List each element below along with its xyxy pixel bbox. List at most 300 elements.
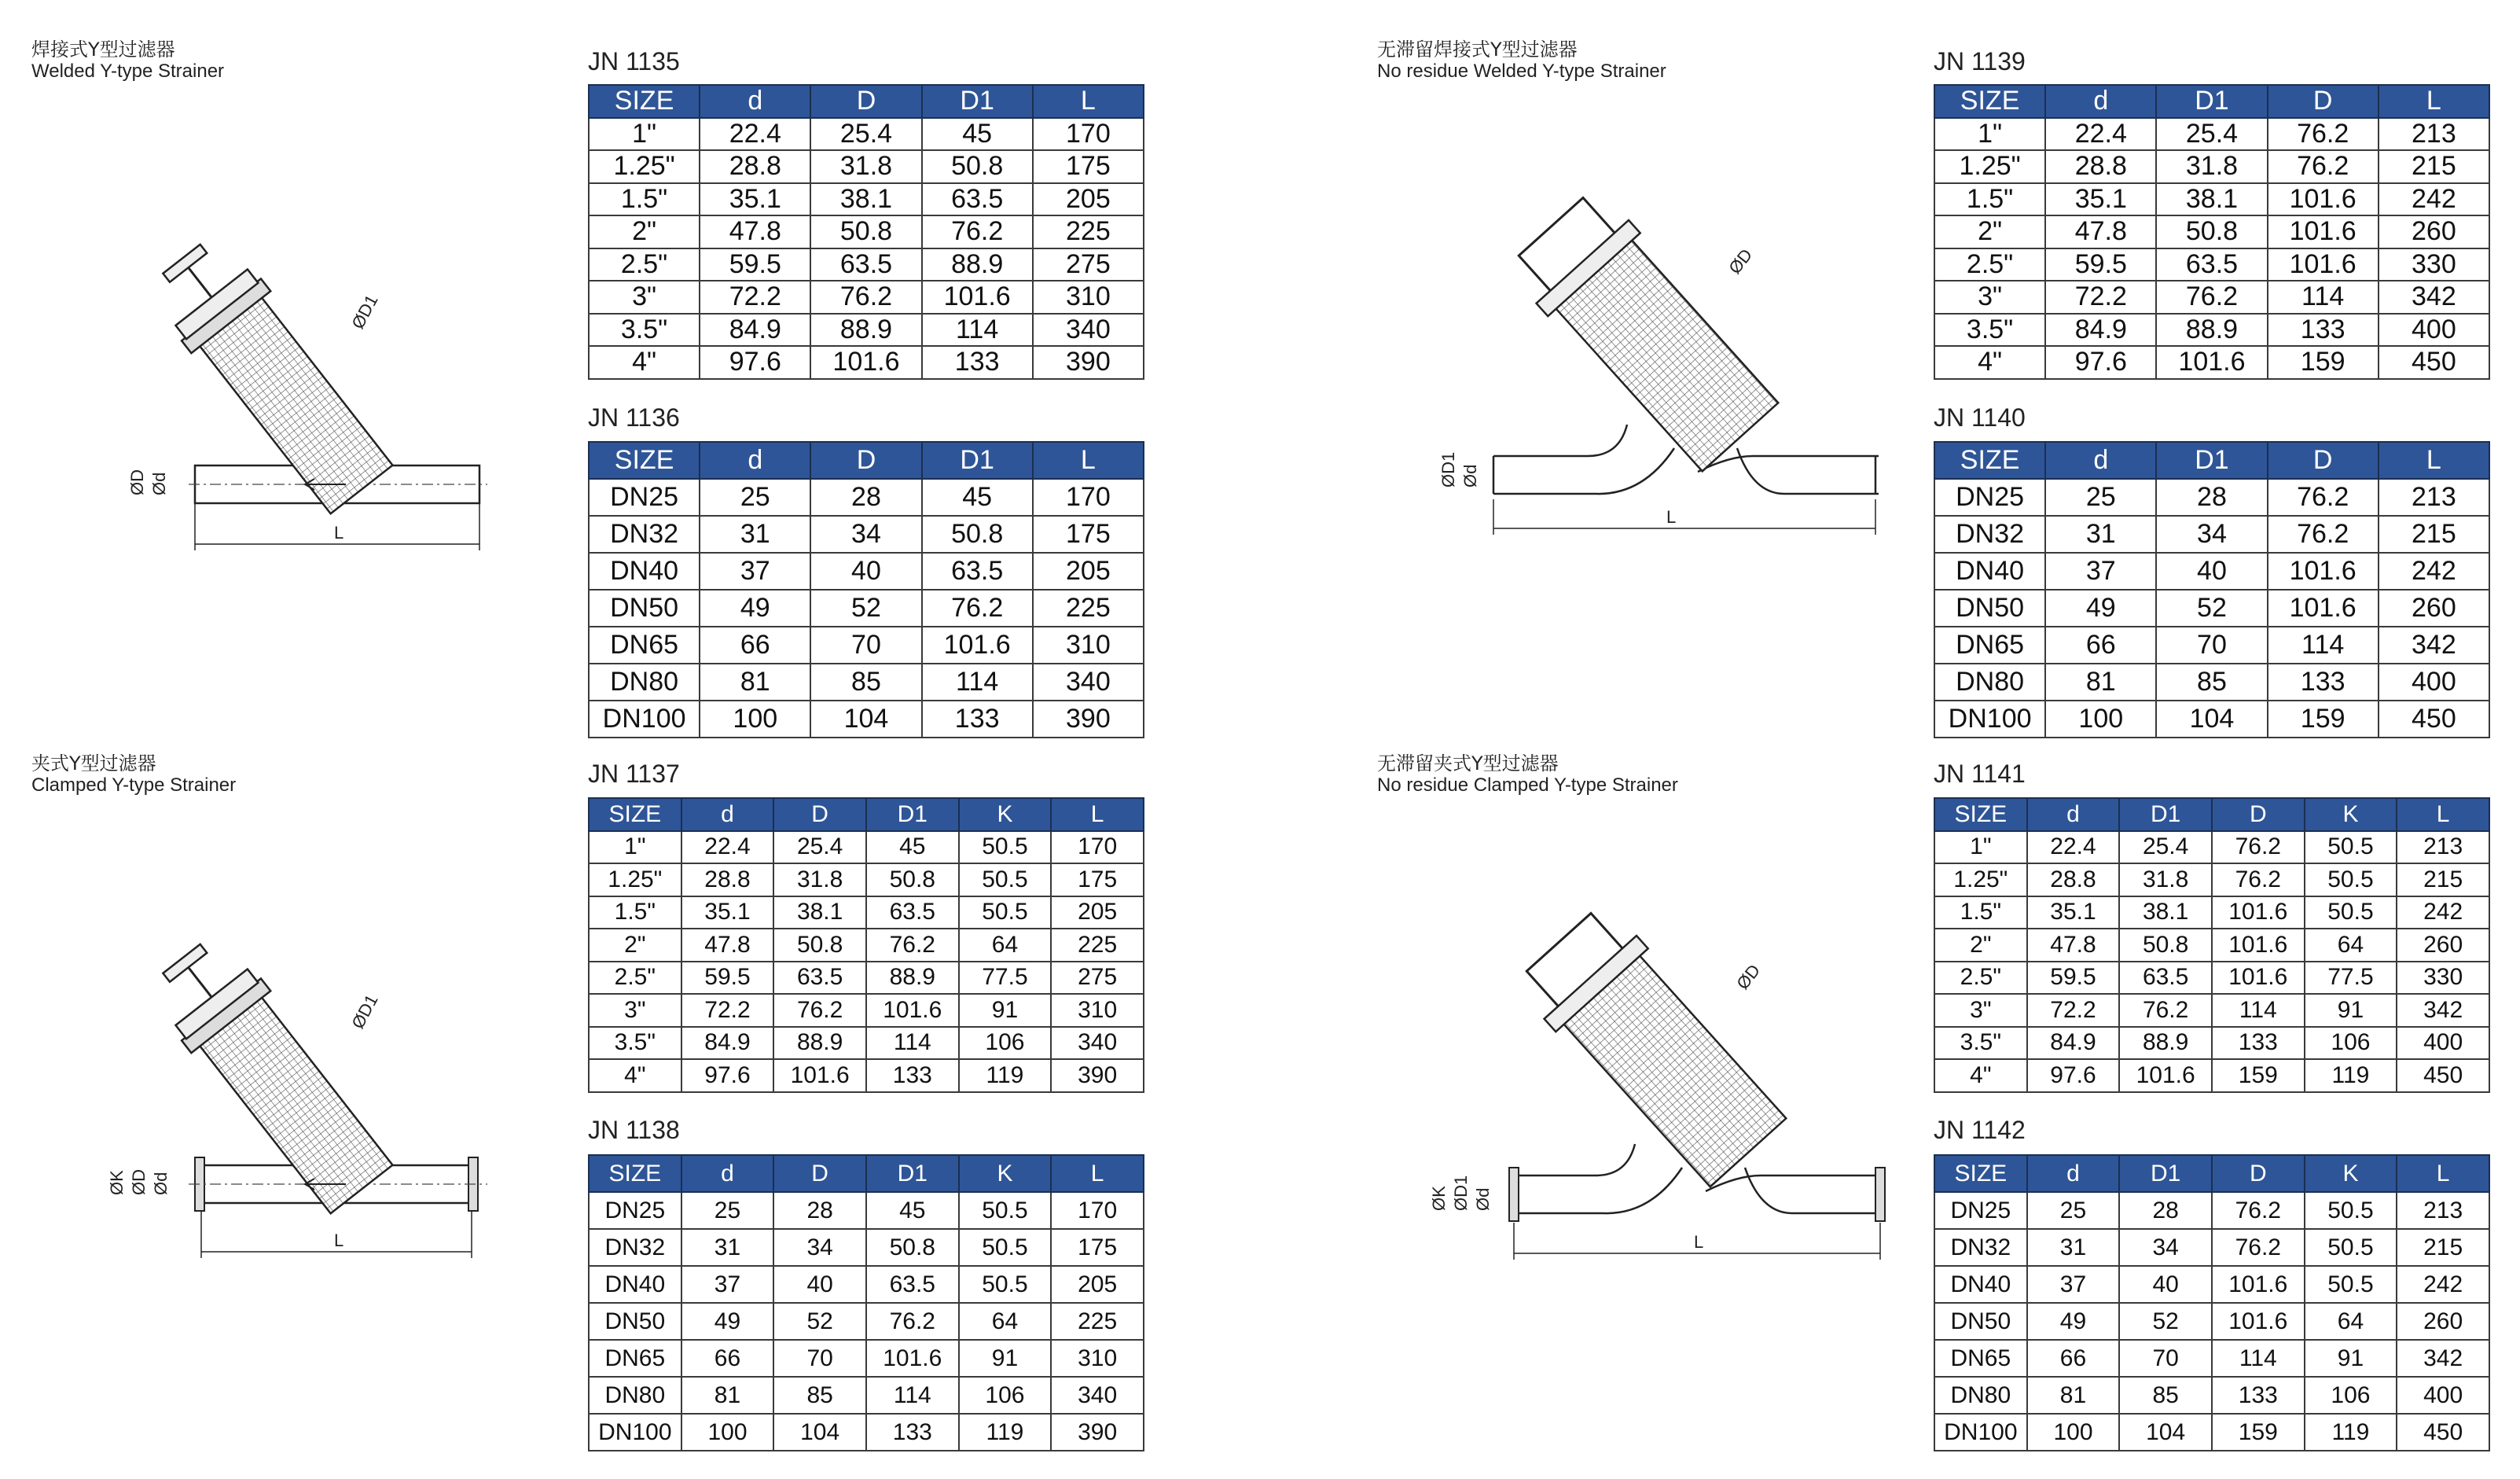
value-cell: 275 — [1033, 248, 1144, 281]
column-header: K — [959, 798, 1052, 831]
value-cell: 40 — [773, 1266, 866, 1303]
value-cell: 64 — [2305, 1303, 2397, 1340]
column-header: D — [773, 798, 866, 831]
table-row — [1934, 479, 2489, 516]
value-cell: 22.4 — [700, 118, 810, 151]
size-cell: DN32 — [1934, 1229, 2027, 1266]
value-cell: 50.8 — [2119, 929, 2212, 962]
value-cell: 106 — [959, 1377, 1052, 1414]
value-cell: 35.1 — [2027, 896, 2120, 929]
value-cell: 45 — [922, 118, 1033, 151]
table-row — [1934, 896, 2489, 929]
size-cell: DN50 — [589, 1303, 681, 1340]
spec-table-jn1139 — [1934, 84, 2490, 380]
size-cell: DN50 — [1934, 1303, 2027, 1340]
value-cell: 340 — [1051, 1377, 1144, 1414]
value-cell: 40 — [810, 553, 921, 590]
dim-label-D: ØD — [1732, 960, 1765, 994]
column-header: D — [2268, 442, 2379, 479]
value-cell: 50.5 — [2305, 863, 2397, 896]
size-cell: DN65 — [589, 627, 700, 664]
size-cell: DN80 — [1934, 664, 2045, 701]
value-cell: 91 — [959, 994, 1052, 1027]
value-cell: 35.1 — [700, 183, 810, 216]
size-cell: 2.5" — [589, 962, 681, 995]
table-row — [589, 1303, 1144, 1340]
value-cell: 50.5 — [2305, 1192, 2397, 1229]
value-cell: 133 — [922, 346, 1033, 379]
column-header: SIZE — [1934, 85, 2045, 118]
table-row — [589, 664, 1144, 701]
value-cell: 70 — [2119, 1340, 2212, 1377]
table-row — [1934, 281, 2489, 314]
table-row — [1934, 929, 2489, 962]
value-cell: 242 — [2397, 1266, 2489, 1303]
value-cell: 101.6 — [2212, 896, 2305, 929]
size-cell: 1.5" — [589, 183, 700, 216]
table-row — [589, 281, 1144, 314]
value-cell: 390 — [1051, 1059, 1144, 1092]
value-cell: 225 — [1033, 590, 1144, 627]
table-row — [589, 896, 1144, 929]
value-cell: 310 — [1051, 1340, 1144, 1377]
column-header: L — [1051, 798, 1144, 831]
table-row — [1934, 994, 2489, 1027]
section-title-en: Clamped Y-type Strainer — [31, 774, 237, 796]
table-row — [589, 1340, 1144, 1377]
table-row — [589, 1027, 1144, 1060]
size-cell: 3" — [1934, 281, 2045, 314]
welded-strainer-svg — [118, 259, 527, 574]
value-cell: 330 — [2397, 962, 2489, 995]
value-cell: 50.5 — [959, 831, 1052, 864]
size-cell: 3.5" — [589, 1027, 681, 1060]
table-row — [589, 479, 1144, 516]
value-cell: 28 — [773, 1192, 866, 1229]
value-cell: 45 — [866, 1192, 959, 1229]
value-cell: 133 — [922, 701, 1033, 738]
section-title-nr-clamped — [1377, 753, 1678, 796]
value-cell: 76.2 — [2268, 516, 2379, 553]
value-cell: 88.9 — [810, 314, 921, 347]
value-cell: 50.5 — [2305, 1229, 2397, 1266]
column-header: L — [2397, 798, 2489, 831]
dim-label-D: ØD — [127, 469, 147, 495]
table-row — [1934, 248, 2489, 281]
size-cell: 4" — [589, 346, 700, 379]
size-cell: 1.5" — [589, 896, 681, 929]
dim-label-D: ØD — [1725, 245, 1757, 278]
value-cell: 225 — [1051, 1303, 1144, 1340]
table-row — [589, 929, 1144, 962]
section-title-cn: 焊接式Y型过滤器 — [31, 39, 175, 61]
column-header: D — [773, 1155, 866, 1192]
value-cell: 101.6 — [2212, 1303, 2305, 1340]
value-cell: 64 — [2305, 929, 2397, 962]
value-cell: 63.5 — [810, 248, 921, 281]
value-cell: 37 — [681, 1266, 774, 1303]
column-header: D — [810, 85, 921, 118]
column-header: L — [2379, 442, 2489, 479]
table-row — [589, 183, 1144, 216]
value-cell: 59.5 — [700, 248, 810, 281]
dim-label-D: ØD — [129, 1169, 149, 1195]
value-cell: 85 — [2156, 664, 2267, 701]
table-row — [1934, 215, 2489, 248]
table-header-row — [1934, 442, 2489, 479]
dim-label-K: ØK — [107, 1170, 127, 1195]
table-row — [589, 1229, 1144, 1266]
table-row — [1934, 150, 2489, 183]
value-cell: 88.9 — [866, 962, 959, 995]
table-row — [1934, 863, 2489, 896]
value-cell: 91 — [2305, 1340, 2397, 1377]
value-cell: 25.4 — [2156, 118, 2267, 151]
size-cell: 1" — [1934, 831, 2027, 864]
table-row — [1934, 1059, 2489, 1092]
value-cell: 28.8 — [2045, 150, 2156, 183]
column-header: D1 — [2156, 442, 2267, 479]
value-cell: 66 — [681, 1340, 774, 1377]
size-cell: DN100 — [589, 1414, 681, 1451]
value-cell: 104 — [810, 701, 921, 738]
value-cell: 275 — [1051, 962, 1144, 995]
dim-label-L: L — [334, 1231, 344, 1250]
value-cell: 81 — [2027, 1377, 2120, 1414]
table-row — [589, 701, 1144, 738]
value-cell: 133 — [2268, 314, 2379, 347]
value-cell: 101.6 — [2268, 215, 2379, 248]
value-cell: 101.6 — [810, 346, 921, 379]
size-cell: DN100 — [1934, 701, 2045, 738]
value-cell: 63.5 — [773, 962, 866, 995]
section-title-en: No residue Clamped Y-type Strainer — [1377, 774, 1678, 796]
value-cell: 25 — [2045, 479, 2156, 516]
value-cell: 390 — [1033, 701, 1144, 738]
size-cell: DN40 — [589, 1266, 681, 1303]
table-row — [589, 1414, 1144, 1451]
value-cell: 49 — [2045, 590, 2156, 627]
value-cell: 101.6 — [922, 281, 1033, 314]
value-cell: 50.5 — [959, 1266, 1052, 1303]
value-cell: 63.5 — [866, 1266, 959, 1303]
value-cell: 213 — [2397, 1192, 2489, 1229]
size-cell: DN80 — [1934, 1377, 2027, 1414]
clamped-strainer-svg — [107, 959, 527, 1274]
value-cell: 37 — [2045, 553, 2156, 590]
value-cell: 400 — [2379, 664, 2489, 701]
value-cell: 342 — [2397, 1340, 2489, 1377]
value-cell: 70 — [773, 1340, 866, 1377]
value-cell: 310 — [1033, 627, 1144, 664]
value-cell: 213 — [2379, 479, 2489, 516]
value-cell: 159 — [2268, 701, 2379, 738]
size-cell: DN80 — [589, 664, 700, 701]
value-cell: 106 — [2305, 1377, 2397, 1414]
table-row — [1934, 1303, 2489, 1340]
size-cell: DN25 — [1934, 479, 2045, 516]
table-row — [1934, 590, 2489, 627]
table-row — [589, 590, 1144, 627]
column-header: d — [2027, 798, 2120, 831]
size-cell: 1.5" — [1934, 183, 2045, 216]
table-row — [589, 1192, 1144, 1229]
value-cell: 76.2 — [866, 1303, 959, 1340]
column-header: SIZE — [1934, 442, 2045, 479]
value-cell: 205 — [1033, 183, 1144, 216]
dim-label-L: L — [334, 523, 344, 543]
product-code: JN 1138 — [588, 1116, 680, 1144]
size-cell: DN25 — [589, 1192, 681, 1229]
value-cell: 31.8 — [810, 150, 921, 183]
value-cell: 101.6 — [866, 994, 959, 1027]
value-cell: 76.2 — [922, 590, 1033, 627]
table-row — [589, 863, 1144, 896]
table-row — [589, 248, 1144, 281]
column-header: D — [2268, 85, 2379, 118]
value-cell: 31.8 — [773, 863, 866, 896]
value-cell: 77.5 — [959, 962, 1052, 995]
table-row — [1934, 346, 2489, 379]
value-cell: 100 — [700, 701, 810, 738]
value-cell: 38.1 — [773, 896, 866, 929]
dim-label-D1: ØD1 — [347, 291, 382, 333]
product-code: JN 1136 — [588, 403, 680, 432]
size-cell: 2.5" — [1934, 248, 2045, 281]
table-row — [1934, 627, 2489, 664]
value-cell: 50.8 — [922, 150, 1033, 183]
value-cell: 81 — [700, 664, 810, 701]
value-cell: 22.4 — [2045, 118, 2156, 151]
table-row — [589, 346, 1144, 379]
value-cell: 100 — [681, 1414, 774, 1451]
value-cell: 76.2 — [2119, 994, 2212, 1027]
table-header-row — [589, 1155, 1144, 1192]
clamped-strainer-drawing — [107, 959, 527, 1274]
column-header: D1 — [866, 798, 959, 831]
value-cell: 100 — [2045, 701, 2156, 738]
column-header: L — [1033, 442, 1144, 479]
column-header: D1 — [2156, 85, 2267, 118]
value-cell: 66 — [2045, 627, 2156, 664]
value-cell: 114 — [866, 1377, 959, 1414]
size-cell: DN65 — [589, 1340, 681, 1377]
value-cell: 47.8 — [681, 929, 774, 962]
value-cell: 50.5 — [2305, 831, 2397, 864]
value-cell: 22.4 — [681, 831, 774, 864]
value-cell: 390 — [1033, 346, 1144, 379]
table-row — [589, 553, 1144, 590]
nr-welded-strainer-drawing — [1438, 212, 1879, 558]
value-cell: 242 — [2379, 183, 2489, 216]
value-cell: 101.6 — [2212, 929, 2305, 962]
size-cell: DN65 — [1934, 627, 2045, 664]
value-cell: 400 — [2397, 1377, 2489, 1414]
value-cell: 205 — [1033, 553, 1144, 590]
value-cell: 50.8 — [810, 215, 921, 248]
value-cell: 25 — [681, 1192, 774, 1229]
table-header-row — [589, 442, 1144, 479]
size-cell: 3.5" — [1934, 314, 2045, 347]
spec-table-jn1137 — [588, 797, 1144, 1093]
spec-table-jn1138 — [588, 1154, 1144, 1451]
value-cell: 76.2 — [2212, 863, 2305, 896]
value-cell: 66 — [700, 627, 810, 664]
column-header: D1 — [2119, 798, 2212, 831]
column-header: L — [1033, 85, 1144, 118]
value-cell: 50.5 — [959, 896, 1052, 929]
value-cell: 66 — [2027, 1340, 2120, 1377]
column-header: L — [2379, 85, 2489, 118]
value-cell: 76.2 — [2212, 1192, 2305, 1229]
value-cell: 64 — [959, 929, 1052, 962]
size-cell: 3" — [589, 281, 700, 314]
value-cell: 28 — [810, 479, 921, 516]
value-cell: 52 — [810, 590, 921, 627]
value-cell: 101.6 — [2156, 346, 2267, 379]
value-cell: 72.2 — [2027, 994, 2120, 1027]
value-cell: 64 — [959, 1303, 1052, 1340]
size-cell: 1.5" — [1934, 896, 2027, 929]
dim-label-L: L — [1694, 1232, 1704, 1252]
size-cell: 2" — [1934, 215, 2045, 248]
value-cell: 28.8 — [700, 150, 810, 183]
value-cell: 213 — [2397, 831, 2489, 864]
product-code: JN 1135 — [588, 47, 680, 75]
section-title-en: Welded Y-type Strainer — [31, 61, 225, 82]
value-cell: 28 — [2156, 479, 2267, 516]
value-cell: 85 — [773, 1377, 866, 1414]
value-cell: 76.2 — [810, 281, 921, 314]
value-cell: 175 — [1033, 150, 1144, 183]
value-cell: 31 — [681, 1229, 774, 1266]
size-cell: DN40 — [589, 553, 700, 590]
value-cell: 52 — [773, 1303, 866, 1340]
dim-label-D1: ØD1 — [1438, 451, 1458, 487]
value-cell: 88.9 — [922, 248, 1033, 281]
value-cell: 119 — [959, 1414, 1052, 1451]
value-cell: 119 — [959, 1059, 1052, 1092]
value-cell: 215 — [2397, 1229, 2489, 1266]
column-header: d — [700, 442, 810, 479]
section-title-clamped — [31, 753, 236, 796]
value-cell: 242 — [2379, 553, 2489, 590]
value-cell: 97.6 — [700, 346, 810, 379]
value-cell: 114 — [922, 664, 1033, 701]
value-cell: 101.6 — [2212, 1266, 2305, 1303]
value-cell: 40 — [2119, 1266, 2212, 1303]
value-cell: 340 — [1033, 664, 1144, 701]
dim-label-D1: ØD1 — [347, 991, 382, 1032]
value-cell: 97.6 — [2045, 346, 2156, 379]
value-cell: 101.6 — [2119, 1059, 2212, 1092]
value-cell: 106 — [959, 1027, 1052, 1060]
value-cell: 114 — [866, 1027, 959, 1060]
value-cell: 88.9 — [2119, 1027, 2212, 1060]
column-header: d — [2027, 1155, 2120, 1192]
table-row — [589, 150, 1144, 183]
value-cell: 260 — [2397, 929, 2489, 962]
value-cell: 76.2 — [2268, 118, 2379, 151]
value-cell: 35.1 — [681, 896, 774, 929]
column-header: K — [2305, 1155, 2397, 1192]
value-cell: 205 — [1051, 896, 1144, 929]
table-row — [1934, 1192, 2489, 1229]
value-cell: 40 — [2156, 553, 2267, 590]
column-header: L — [1051, 1155, 1144, 1192]
column-header: D — [2212, 798, 2305, 831]
table-row — [589, 1377, 1144, 1414]
table-header-row — [589, 85, 1144, 118]
value-cell: 101.6 — [2212, 962, 2305, 995]
size-cell: DN32 — [589, 516, 700, 553]
column-header: D1 — [2119, 1155, 2212, 1192]
table-row — [1934, 1027, 2489, 1060]
value-cell: 28 — [2119, 1192, 2212, 1229]
value-cell: 76.2 — [2268, 479, 2379, 516]
value-cell: 84.9 — [681, 1027, 774, 1060]
size-cell: 2.5" — [1934, 962, 2027, 995]
size-cell: DN50 — [1934, 590, 2045, 627]
table-row — [589, 831, 1144, 864]
value-cell: 97.6 — [681, 1059, 774, 1092]
product-code: JN 1140 — [1934, 403, 2026, 432]
table-row — [1934, 962, 2489, 995]
column-header: d — [2045, 442, 2156, 479]
value-cell: 133 — [2212, 1377, 2305, 1414]
value-cell: 34 — [773, 1229, 866, 1266]
value-cell: 81 — [2045, 664, 2156, 701]
column-header: D1 — [866, 1155, 959, 1192]
size-cell: 2" — [589, 215, 700, 248]
value-cell: 170 — [1051, 1192, 1144, 1229]
table-row — [589, 314, 1144, 347]
size-cell: 2" — [589, 929, 681, 962]
value-cell: 37 — [700, 553, 810, 590]
value-cell: 25.4 — [773, 831, 866, 864]
nr-clamped-strainer-drawing — [1423, 904, 1894, 1282]
value-cell: 119 — [2305, 1414, 2397, 1451]
value-cell: 400 — [2379, 314, 2489, 347]
value-cell: 84.9 — [700, 314, 810, 347]
size-cell: DN100 — [1934, 1414, 2027, 1451]
value-cell: 52 — [2119, 1303, 2212, 1340]
value-cell: 101.6 — [922, 627, 1033, 664]
value-cell: 50.5 — [959, 1229, 1052, 1266]
column-header: K — [959, 1155, 1052, 1192]
value-cell: 205 — [1051, 1266, 1144, 1303]
value-cell: 50.5 — [959, 1192, 1052, 1229]
table-row — [1934, 1266, 2489, 1303]
table-row — [1934, 1340, 2489, 1377]
value-cell: 76.2 — [2268, 150, 2379, 183]
table-row — [1934, 664, 2489, 701]
value-cell: 31 — [700, 516, 810, 553]
value-cell: 49 — [2027, 1303, 2120, 1340]
value-cell: 72.2 — [2045, 281, 2156, 314]
table-row — [589, 516, 1144, 553]
value-cell: 25 — [2027, 1192, 2120, 1229]
column-header: D1 — [922, 85, 1033, 118]
spec-table-jn1135 — [588, 84, 1144, 380]
value-cell: 63.5 — [866, 896, 959, 929]
value-cell: 342 — [2397, 994, 2489, 1027]
value-cell: 63.5 — [2119, 962, 2212, 995]
value-cell: 101.6 — [2268, 183, 2379, 216]
value-cell: 390 — [1051, 1414, 1144, 1451]
value-cell: 38.1 — [810, 183, 921, 216]
value-cell: 38.1 — [2119, 896, 2212, 929]
